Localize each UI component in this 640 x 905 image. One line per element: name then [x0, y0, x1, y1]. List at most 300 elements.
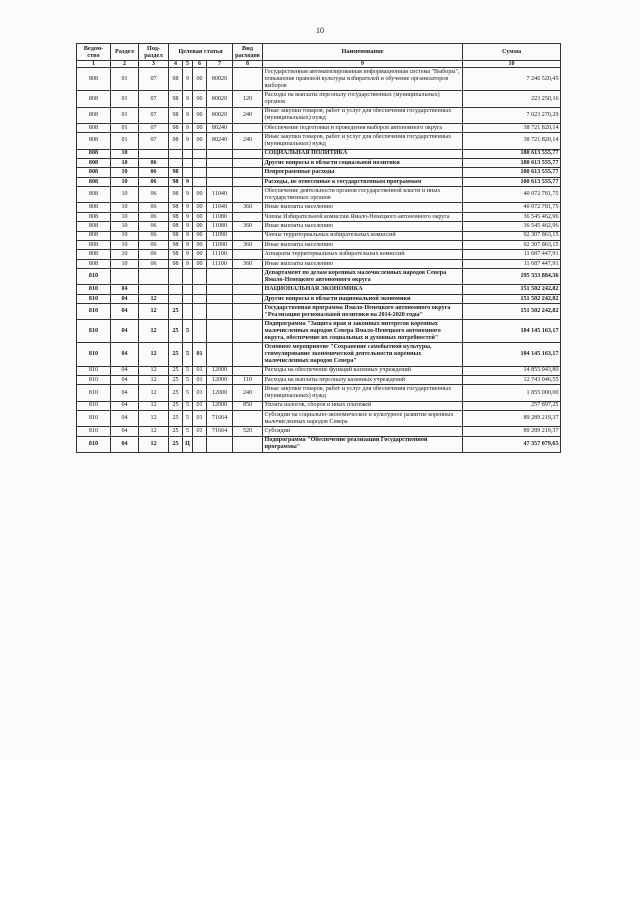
program-cell: 25: [169, 410, 183, 426]
sum-cell: 257 897,25: [463, 401, 561, 410]
table-row: [77, 401, 561, 410]
subprogram-cell: [183, 285, 193, 294]
table-row: [77, 231, 561, 240]
sum-cell: 12 743 046,55: [463, 375, 561, 384]
table-row: [77, 285, 561, 294]
program-cell: 98: [169, 240, 183, 249]
sum-cell: 92 307 863,15: [463, 240, 561, 249]
activity-cell: 01: [193, 375, 207, 384]
vid-cell: [233, 320, 263, 343]
sum-cell: 151 502 242,82: [463, 285, 561, 294]
razdel-cell: 04: [111, 343, 139, 366]
sum-cell: 104 145 163,17: [463, 320, 561, 343]
program-cell: 25: [169, 401, 183, 410]
table-row: [77, 410, 561, 426]
razdel-cell: 04: [111, 436, 139, 452]
vedomstvo-cell: 810: [77, 366, 111, 375]
sum-cell: 89 289 219,37: [463, 427, 561, 436]
subprogram-cell: 9: [183, 133, 193, 149]
podrazdel-cell: 06: [139, 231, 169, 240]
header-number-cell: 3: [139, 60, 169, 68]
table-row: [77, 91, 561, 107]
vid-cell: [233, 177, 263, 186]
direction-cell: [207, 158, 233, 167]
program-cell: [169, 269, 183, 285]
vedomstvo-cell: 810: [77, 285, 111, 294]
program-cell: 25: [169, 385, 183, 401]
podrazdel-cell: 06: [139, 158, 169, 167]
program-cell: 98: [169, 123, 183, 132]
vid-cell: 360: [233, 222, 263, 231]
name-cell: Члены территориальных избирательных комиссий: [263, 231, 463, 240]
podrazdel-cell: 12: [139, 320, 169, 343]
activity-cell: 00: [193, 123, 207, 132]
razdel-cell: 10: [111, 203, 139, 212]
name-cell: СОЦИАЛЬНАЯ ПОЛИТИКА: [263, 149, 463, 158]
program-cell: 25: [169, 366, 183, 375]
activity-cell: [193, 158, 207, 167]
program-cell: 25: [169, 427, 183, 436]
sum-cell: 7 023 270,29: [463, 107, 561, 123]
activity-cell: [193, 294, 207, 303]
table-row: [77, 240, 561, 249]
direction-cell: 11100: [207, 250, 233, 259]
program-cell: 98: [169, 177, 183, 186]
podrazdel-cell: 07: [139, 123, 169, 132]
podrazdel-cell: [139, 149, 169, 158]
name-cell: Обеспечение подготовки и проведения выборов автономного округа: [263, 123, 463, 132]
activity-cell: [193, 304, 207, 320]
sum-cell: 1 855 000,00: [463, 385, 561, 401]
program-cell: [169, 158, 183, 167]
vid-cell: [233, 231, 263, 240]
name-cell: Обеспечение деятельности органов государственной власти и иных государственных органов: [263, 187, 463, 203]
sum-cell: 47 357 079,65: [463, 436, 561, 452]
table-row: [77, 385, 561, 401]
activity-cell: [193, 269, 207, 285]
podrazdel-cell: 06: [139, 250, 169, 259]
program-cell: [169, 285, 183, 294]
table-row: [77, 168, 561, 177]
direction-cell: [207, 177, 233, 186]
activity-cell: 01: [193, 366, 207, 375]
razdel-cell: 04: [111, 366, 139, 375]
vedomstvo-cell: 810: [77, 410, 111, 426]
vedomstvo-cell: 808: [77, 222, 111, 231]
vedomstvo-cell: 808: [77, 177, 111, 186]
program-cell: [169, 294, 183, 303]
direction-cell: 80240: [207, 123, 233, 132]
sum-cell: 180 613 555,77: [463, 158, 561, 167]
razdel-cell: 10: [111, 168, 139, 177]
subprogram-cell: [183, 149, 193, 158]
name-cell: Расходы на обеспечение функций казенных учреждений: [263, 366, 463, 375]
vid-cell: 850: [233, 401, 263, 410]
name-cell: Иные закупки товаров, работ и услуг для обеспечения государственных (муниципальных) нужд: [263, 107, 463, 123]
table-row: [77, 177, 561, 186]
sum-cell: 14 855 943,80: [463, 366, 561, 375]
vid-cell: [233, 212, 263, 221]
table-row: [77, 158, 561, 167]
razdel-cell: 04: [111, 385, 139, 401]
vedomstvo-cell: 808: [77, 250, 111, 259]
sum-cell: 40 072 781,75: [463, 203, 561, 212]
vedomstvo-cell: 808: [77, 149, 111, 158]
vid-cell: 360: [233, 259, 263, 268]
subprogram-cell: 9: [183, 68, 193, 91]
program-cell: 98: [169, 250, 183, 259]
name-cell: Государственная автоматизированная информационная система "Выборы", повышение правовой культуры избирателей и обучение организаторов выборов: [263, 68, 463, 91]
direction-cell: 80020: [207, 107, 233, 123]
header-number-cell: 10: [463, 60, 561, 68]
podrazdel-cell: 06: [139, 212, 169, 221]
sum-cell: 11 687 447,91: [463, 259, 561, 268]
razdel-cell: 01: [111, 123, 139, 132]
vedomstvo-cell: 808: [77, 158, 111, 167]
table-row: [77, 187, 561, 203]
header-number-row: [77, 60, 561, 68]
razdel-cell: 04: [111, 427, 139, 436]
activity-cell: [193, 149, 207, 158]
table-row: [77, 343, 561, 366]
activity-cell: [193, 320, 207, 343]
vid-cell: [233, 168, 263, 177]
direction-cell: 80020: [207, 68, 233, 91]
header-number-cell: 6: [193, 60, 207, 68]
subprogram-cell: 5: [183, 401, 193, 410]
table-row: [77, 259, 561, 268]
subprogram-cell: 9: [183, 91, 193, 107]
name-cell: Подпрограмма "Защита прав и законных интересов коренных малочисленных народов Севера Ямало-Ненецкого автономного округа, обеспечение их социальных и духовных потребностей": [263, 320, 463, 343]
vid-cell: [233, 294, 263, 303]
razdel-cell: 04: [111, 304, 139, 320]
activity-cell: 00: [193, 107, 207, 123]
vid-cell: [233, 366, 263, 375]
name-cell: Другие вопросы в области национальной экономики: [263, 294, 463, 303]
podrazdel-cell: 12: [139, 385, 169, 401]
razdel-cell: 01: [111, 107, 139, 123]
program-cell: 98: [169, 68, 183, 91]
name-cell: НАЦИОНАЛЬНАЯ ЭКОНОМИКА: [263, 285, 463, 294]
sum-cell: 195 333 884,36: [463, 269, 561, 285]
sum-cell: 36 545 462,96: [463, 212, 561, 221]
table-row: [77, 123, 561, 132]
col-header-razdel: Раздел: [111, 44, 139, 61]
sum-cell: 11 687 447,91: [463, 250, 561, 259]
subprogram-cell: [183, 269, 193, 285]
col-header-target: Целевая статья: [169, 44, 233, 61]
podrazdel-cell: [139, 269, 169, 285]
vid-cell: [233, 343, 263, 366]
program-cell: 98: [169, 133, 183, 149]
name-cell: Подпрограмма "Обеспечение реализации Государственной программы": [263, 436, 463, 452]
sum-cell: 36 545 462,96: [463, 222, 561, 231]
vid-cell: [233, 187, 263, 203]
direction-cell: 11100: [207, 259, 233, 268]
direction-cell: 11040: [207, 187, 233, 203]
subprogram-cell: 9: [183, 231, 193, 240]
vedomstvo-cell: 808: [77, 187, 111, 203]
vedomstvo-cell: 810: [77, 385, 111, 401]
vedomstvo-cell: 808: [77, 240, 111, 249]
sum-cell: 151 502 242,82: [463, 294, 561, 303]
vedomstvo-cell: 810: [77, 294, 111, 303]
table-row: [77, 375, 561, 384]
table-row: [77, 366, 561, 375]
budget-table: [76, 43, 561, 453]
col-header-podrazdel: Под-раздел: [139, 44, 169, 61]
direction-cell: 80020: [207, 91, 233, 107]
table-row: [77, 107, 561, 123]
activity-cell: 01: [193, 385, 207, 401]
activity-cell: [193, 177, 207, 186]
program-cell: [169, 149, 183, 158]
direction-cell: [207, 269, 233, 285]
podrazdel-cell: 12: [139, 401, 169, 410]
direction-cell: 12000: [207, 385, 233, 401]
program-cell: 98: [169, 107, 183, 123]
page-number: 10: [316, 26, 324, 35]
direction-cell: [207, 320, 233, 343]
razdel-cell: 10: [111, 240, 139, 249]
vedomstvo-cell: 810: [77, 427, 111, 436]
direction-cell: 71664: [207, 410, 233, 426]
name-cell: Расходы на выплаты персоналу государственных (муниципальных) органов: [263, 91, 463, 107]
vid-cell: 120: [233, 91, 263, 107]
razdel-cell: 01: [111, 68, 139, 91]
vedomstvo-cell: 810: [77, 343, 111, 366]
podrazdel-cell: 06: [139, 168, 169, 177]
activity-cell: 00: [193, 203, 207, 212]
program-cell: 98: [169, 259, 183, 268]
vid-cell: 240: [233, 107, 263, 123]
name-cell: Непрограммные расходы: [263, 168, 463, 177]
vid-cell: [233, 410, 263, 426]
name-cell: Члены Избирательной комиссии Ямало-Ненецкого автономного округа: [263, 212, 463, 221]
sum-cell: 38 721 820,14: [463, 123, 561, 132]
direction-cell: [207, 168, 233, 177]
subprogram-cell: [183, 294, 193, 303]
vedomstvo-cell: 808: [77, 212, 111, 221]
table-body: [77, 68, 561, 452]
direction-cell: 71664: [207, 427, 233, 436]
podrazdel-cell: 07: [139, 133, 169, 149]
subprogram-cell: Ц: [183, 436, 193, 452]
program-cell: 98: [169, 231, 183, 240]
name-cell: Иные закупки товаров, работ и услуг для обеспечения государственных (муниципальных) нужд: [263, 133, 463, 149]
direction-cell: [207, 343, 233, 366]
direction-cell: [207, 304, 233, 320]
razdel-cell: 10: [111, 187, 139, 203]
podrazdel-cell: 07: [139, 68, 169, 91]
direction-cell: 11090: [207, 240, 233, 249]
subprogram-cell: 5: [183, 410, 193, 426]
col-header-sum: Сумма: [463, 44, 561, 61]
podrazdel-cell: 06: [139, 187, 169, 203]
razdel-cell: 10: [111, 149, 139, 158]
direction-cell: 11090: [207, 231, 233, 240]
sum-cell: 223 250,16: [463, 91, 561, 107]
vedomstvo-cell: 808: [77, 203, 111, 212]
subprogram-cell: [183, 158, 193, 167]
activity-cell: 00: [193, 187, 207, 203]
vid-cell: 110: [233, 375, 263, 384]
podrazdel-cell: 12: [139, 343, 169, 366]
vid-cell: 240: [233, 385, 263, 401]
vedomstvo-cell: 808: [77, 168, 111, 177]
name-cell: Иные выплаты населению: [263, 203, 463, 212]
vid-cell: [233, 68, 263, 91]
direction-cell: [207, 285, 233, 294]
subprogram-cell: 9: [183, 107, 193, 123]
direction-cell: 11080: [207, 222, 233, 231]
table-row: [77, 212, 561, 221]
sum-cell: 38 721 820,14: [463, 133, 561, 149]
vid-cell: [233, 285, 263, 294]
sum-cell: 151 502 242,82: [463, 304, 561, 320]
vedomstvo-cell: 810: [77, 375, 111, 384]
table-row: [77, 427, 561, 436]
vid-cell: [233, 304, 263, 320]
subprogram-cell: 9: [183, 123, 193, 132]
header-number-cell: 5: [183, 60, 193, 68]
table-row: [77, 304, 561, 320]
vid-cell: [233, 123, 263, 132]
razdel-cell: 04: [111, 375, 139, 384]
razdel-cell: 10: [111, 259, 139, 268]
direction-cell: [207, 436, 233, 452]
razdel-cell: 04: [111, 401, 139, 410]
vedomstvo-cell: 810: [77, 269, 111, 285]
vedomstvo-cell: 808: [77, 259, 111, 268]
table-row: [77, 269, 561, 285]
activity-cell: [193, 285, 207, 294]
table-row: [77, 133, 561, 149]
razdel-cell: 04: [111, 410, 139, 426]
vid-cell: [233, 250, 263, 259]
subprogram-cell: 9: [183, 187, 193, 203]
name-cell: Иные закупки товаров, работ и услуг для обеспечения государственных (муниципальных) нужд: [263, 385, 463, 401]
table-row: [77, 250, 561, 259]
program-cell: 25: [169, 375, 183, 384]
activity-cell: 00: [193, 212, 207, 221]
name-cell: Иные выплаты населению: [263, 240, 463, 249]
program-cell: 98: [169, 168, 183, 177]
vid-cell: 520: [233, 427, 263, 436]
activity-cell: 01: [193, 401, 207, 410]
name-cell: Основное мероприятие "Сохранение самобытной культуры, стимулирование экономической деятельности коренных малочисленных народов Севера": [263, 343, 463, 366]
subprogram-cell: 5: [183, 343, 193, 366]
program-cell: 98: [169, 222, 183, 231]
activity-cell: 01: [193, 427, 207, 436]
sum-cell: 7 246 520,45: [463, 68, 561, 91]
razdel-cell: 04: [111, 320, 139, 343]
table-row: [77, 294, 561, 303]
table-row: [77, 68, 561, 91]
table-row: [77, 149, 561, 158]
name-cell: Иные выплаты населению: [263, 222, 463, 231]
header-row: [77, 44, 561, 61]
sum-cell: 180 613 555,77: [463, 168, 561, 177]
sum-cell: 40 072 781,75: [463, 187, 561, 203]
podrazdel-cell: 12: [139, 427, 169, 436]
direction-cell: 12000: [207, 366, 233, 375]
razdel-cell: 01: [111, 91, 139, 107]
header-number-cell: 1: [77, 60, 111, 68]
podrazdel-cell: 12: [139, 375, 169, 384]
vedomstvo-cell: 810: [77, 320, 111, 343]
name-cell: Уплата налогов, сборов и иных платежей: [263, 401, 463, 410]
name-cell: Другие вопросы в области социальной политики: [263, 158, 463, 167]
vid-cell: 360: [233, 240, 263, 249]
activity-cell: [193, 168, 207, 177]
activity-cell: 00: [193, 133, 207, 149]
podrazdel-cell: 12: [139, 304, 169, 320]
razdel-cell: 01: [111, 133, 139, 149]
activity-cell: 01: [193, 343, 207, 366]
header-number-cell: 4: [169, 60, 183, 68]
subprogram-cell: 5: [183, 427, 193, 436]
name-cell: Иные выплаты населению: [263, 259, 463, 268]
razdel-cell: 10: [111, 250, 139, 259]
vedomstvo-cell: 808: [77, 107, 111, 123]
vedomstvo-cell: 808: [77, 231, 111, 240]
activity-cell: 00: [193, 222, 207, 231]
header-number-cell: 8: [233, 60, 263, 68]
razdel-cell: 10: [111, 231, 139, 240]
program-cell: 25: [169, 320, 183, 343]
subprogram-cell: 9: [183, 250, 193, 259]
vid-cell: [233, 269, 263, 285]
podrazdel-cell: 07: [139, 91, 169, 107]
subprogram-cell: [183, 168, 193, 177]
direction-cell: 80240: [207, 133, 233, 149]
vid-cell: [233, 149, 263, 158]
vid-cell: [233, 158, 263, 167]
subprogram-cell: 9: [183, 177, 193, 186]
podrazdel-cell: 12: [139, 436, 169, 452]
name-cell: Аппараты территориальных избирательных комиссий: [263, 250, 463, 259]
podrazdel-cell: 07: [139, 107, 169, 123]
col-header-vedomstvo: Ведом-ство: [77, 44, 111, 61]
table-row: [77, 320, 561, 343]
subprogram-cell: [183, 304, 193, 320]
podrazdel-cell: 12: [139, 410, 169, 426]
subprogram-cell: 9: [183, 212, 193, 221]
subprogram-cell: 9: [183, 222, 193, 231]
vedomstvo-cell: 808: [77, 123, 111, 132]
program-cell: 98: [169, 187, 183, 203]
razdel-cell: 10: [111, 158, 139, 167]
razdel-cell: [111, 269, 139, 285]
program-cell: 98: [169, 203, 183, 212]
activity-cell: 01: [193, 410, 207, 426]
subprogram-cell: 9: [183, 203, 193, 212]
vedomstvo-cell: 808: [77, 91, 111, 107]
program-cell: 25: [169, 343, 183, 366]
vid-cell: 360: [233, 203, 263, 212]
vid-cell: 240: [233, 133, 263, 149]
name-cell: Департамент по делам коренных малочисленных народов Севера Ямало-Ненецкого автономного округа: [263, 269, 463, 285]
subprogram-cell: 5: [183, 385, 193, 401]
direction-cell: 12000: [207, 375, 233, 384]
activity-cell: 00: [193, 231, 207, 240]
razdel-cell: 04: [111, 294, 139, 303]
program-cell: 98: [169, 212, 183, 221]
table-row: [77, 222, 561, 231]
col-header-name: Наименование: [263, 44, 463, 61]
table-row: [77, 203, 561, 212]
